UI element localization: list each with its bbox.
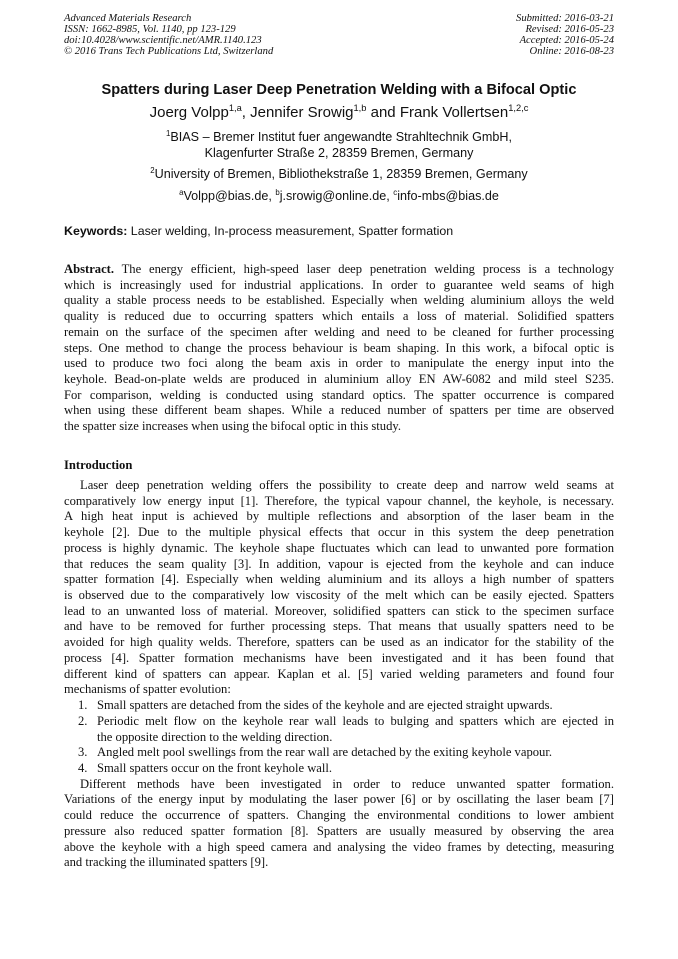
paragraph-line: is observed due to the comparatively low viscosity of the melt which can be easily ejected. Spatters	[64, 588, 614, 603]
affiliation-1	[0, 129, 678, 161]
paragraph-line: mechanisms of spatter evolution:	[64, 682, 231, 697]
paragraph-line: could reduce the occurrence of spatters. Changing the environmental conditions to lower ambient	[64, 808, 614, 823]
author-list	[0, 104, 678, 121]
list-number: 4.	[78, 760, 88, 775]
journal-issn: ISSN: 1662-8985, Vol. 1140, pp 123-129	[64, 24, 236, 35]
paragraph-line: A high heat input is achieved by multiple reflections and absorption of the laser beam in the	[64, 509, 614, 524]
list-number: 1.	[78, 698, 88, 713]
section-heading-introduction: Introduction	[64, 458, 133, 472]
affiliation-2	[0, 166, 678, 182]
affiliation-2-text: University of Bremen, Bibliothekstraße 1, 28359 Bremen, Germany	[154, 167, 528, 181]
paragraph-line: and have to be removed for further processing steps. That means that usually spatters need to be	[64, 619, 614, 634]
keywords	[64, 224, 453, 238]
list-item	[64, 745, 614, 761]
paragraph-line: Variations of the energy input by modulating the laser power [6] or by oscillating the laser beam [7]	[64, 792, 614, 807]
paragraph-line: avoided for high quality welds. Therefore, spatters can be used as an indicator for the stability of the	[64, 635, 614, 650]
abstract-text: The energy efficient, high-speed laser deep penetration welding process is a technology	[114, 262, 614, 276]
email-separator: ,	[386, 189, 394, 203]
journal-name: Advanced Materials Research	[64, 13, 192, 24]
abstract-text: used to produce two foci along the beam axis in order to manipulate the energy input into the	[64, 356, 614, 371]
paper-title: Spatters during Laser Deep Penetration Welding with a Bifocal Optic	[101, 82, 577, 98]
keywords-text: Laser welding, In-process measurement, Spatter formation	[127, 224, 454, 238]
abstract-line	[64, 341, 614, 357]
abstract-text: remain on the surface of the specimen after welding and need to be cleaned for further processing	[64, 324, 614, 339]
author-separator: and	[366, 104, 400, 121]
affiliation-marker: 1	[166, 128, 171, 138]
abstract-line	[64, 388, 614, 404]
abstract-line	[64, 278, 614, 294]
paragraph-line: above the keyhole with a high speed camera and analysing the video frames by detecting, measuring	[64, 839, 614, 854]
author-emails	[0, 188, 678, 204]
author-email: info-mbs@bias.de	[397, 189, 499, 203]
abstract-text: For comparison, welding is conducted using standard optics. The spatter occurrence is compared	[64, 387, 614, 402]
author-name: Frank Vollertsen	[399, 104, 509, 121]
author-affiliation-marker: 1,2,c	[508, 103, 529, 113]
list-number: 2.	[78, 713, 88, 728]
date-submitted: Submitted: 2016-03-21	[516, 13, 614, 24]
paragraph-line: keyhole [2]. Due to the multiple physical effects that occur in this system the deep penetration	[64, 525, 614, 540]
abstract-line	[64, 372, 614, 388]
abstract-text: which is increasingly used for industrial applications. In order to guarantee weld seams of high	[64, 277, 614, 292]
list-item-line: the opposite direction to the welding direction.	[97, 729, 333, 744]
paragraph-line: and tracking the illuminated spatters [9].	[64, 855, 269, 870]
list-item	[64, 714, 614, 745]
paragraph-line: pressure also reduced spatter formation [8]. Spatters are usually measured by observing the area	[64, 823, 614, 838]
list-item-line: Small spatters are detached from the sides of the keyhole and are ejected straight upwards.	[97, 698, 553, 713]
keywords-label: Keywords:	[64, 224, 128, 238]
author-name: Joerg Volpp	[149, 104, 229, 121]
email-marker: c	[393, 187, 398, 197]
list-item-text	[97, 745, 614, 761]
affiliation-1-line2: Klagenfurter Straße 2, 28359 Bremen, Germany	[204, 146, 474, 160]
author-affiliation-marker: 1,a	[228, 103, 242, 113]
abstract-line	[64, 403, 614, 419]
abstract-text: quality a stable process needs to be established. Especially when welding aluminium alloys the weld	[64, 293, 614, 308]
abstract-text: steps. One method to change the process behaviour is beam shaping. In this work, a bifocal optic is	[64, 340, 614, 355]
author-name: Jennifer Srowig	[250, 104, 354, 121]
paragraph-line: lead to an unwanted loss of material. Moreover, solidified spatters can stick to the specimen surface	[64, 603, 614, 618]
email-separator: ,	[268, 189, 276, 203]
journal-doi: doi:10.4028/www.scientific.net/AMR.1140.123	[64, 35, 262, 46]
affiliation-marker: 2	[150, 165, 155, 175]
paragraph-line: spatter formation [4]. Especially when welding aluminium and its alloys a high number of spatters	[64, 572, 614, 587]
abstract-text: quality is reduced due to occurring spatters which entails a loss of material. Solidified spatters	[64, 309, 614, 324]
abstract-line	[64, 309, 614, 325]
introduction-body	[64, 478, 614, 871]
date-revised: Revised: 2016-05-23	[525, 24, 614, 35]
author-email: Volpp@bias.de	[183, 189, 269, 203]
paragraph-line: Different methods have been investigated in order to reduce unwanted spatter formation.	[80, 776, 614, 791]
affiliation-1-line1: BIAS – Bremer Institut fuer angewandte Strahltechnik GmbH,	[170, 130, 512, 144]
email-marker: a	[179, 187, 184, 197]
date-online: Online: 2016-08-23	[529, 46, 614, 57]
publication-dates	[516, 13, 614, 57]
paragraph-line: process is highly dynamic. The keyhole shape fluctuates which can lead to unwanted pore formation	[64, 540, 614, 555]
author-email: j.srowig@online.de	[279, 189, 387, 203]
list-item	[64, 698, 614, 714]
abstract-line	[64, 262, 614, 278]
abstract-text: when using these different beam shapes. While a reduced number of spatters per time are observed	[64, 403, 614, 418]
list-item-text	[97, 698, 614, 714]
abstract-line	[64, 356, 614, 372]
email-marker: b	[275, 187, 280, 197]
list-number: 3.	[78, 745, 88, 760]
author-affiliation-marker: 1,b	[353, 103, 367, 113]
list-item-text	[97, 761, 614, 777]
list-item-line: Small spatters occur on the front keyhole wall.	[97, 760, 333, 775]
date-accepted: Accepted: 2016-05-24	[519, 35, 614, 46]
abstract-line	[64, 419, 614, 435]
list-item-line: Periodic melt flow on the keyhole rear wall leads to bulging and spatters which are ejected in	[97, 713, 614, 728]
author-separator: ,	[241, 104, 251, 121]
list-item	[64, 761, 614, 777]
paragraph-line: Laser deep penetration welding offers the possibility to create deep and narrow weld seams at	[80, 478, 614, 492]
journal-copyright: © 2016 Trans Tech Publications Ltd, Switzerland	[64, 46, 274, 57]
list-item-text	[97, 714, 614, 745]
list-item-line: Angled melt pool swellings from the rear wall are detached by the exiting keyhole vapour.	[97, 745, 552, 760]
paragraph-line: process [4]. Spatter formation mechanisms have been investigated and it has been found that	[64, 650, 614, 665]
abstract-line	[64, 325, 614, 341]
paragraph-line: that reduces the seam quality [3]. In addition, vapour is ejected from the keyhole and can induce	[64, 556, 614, 571]
abstract-text: the spatter size increases when using the bifocal optic in this study.	[64, 419, 402, 434]
abstract-line	[64, 293, 614, 309]
abstract-label: Abstract.	[64, 262, 115, 276]
abstract	[64, 262, 614, 435]
paragraph-line: comparatively low energy input [1]. Therefore, the typical vapour channel, the keyhole, is necessary.	[64, 493, 614, 508]
paragraph-line: different kind of spatters can appear. Kaplan et al. [5] varied welding parameters and found four	[64, 666, 614, 681]
abstract-text: keyhole. Bead-on-plate welds are produced in aluminium alloy EN AW-6082 and mild steel S235.	[64, 372, 614, 387]
journal-info	[64, 13, 273, 57]
